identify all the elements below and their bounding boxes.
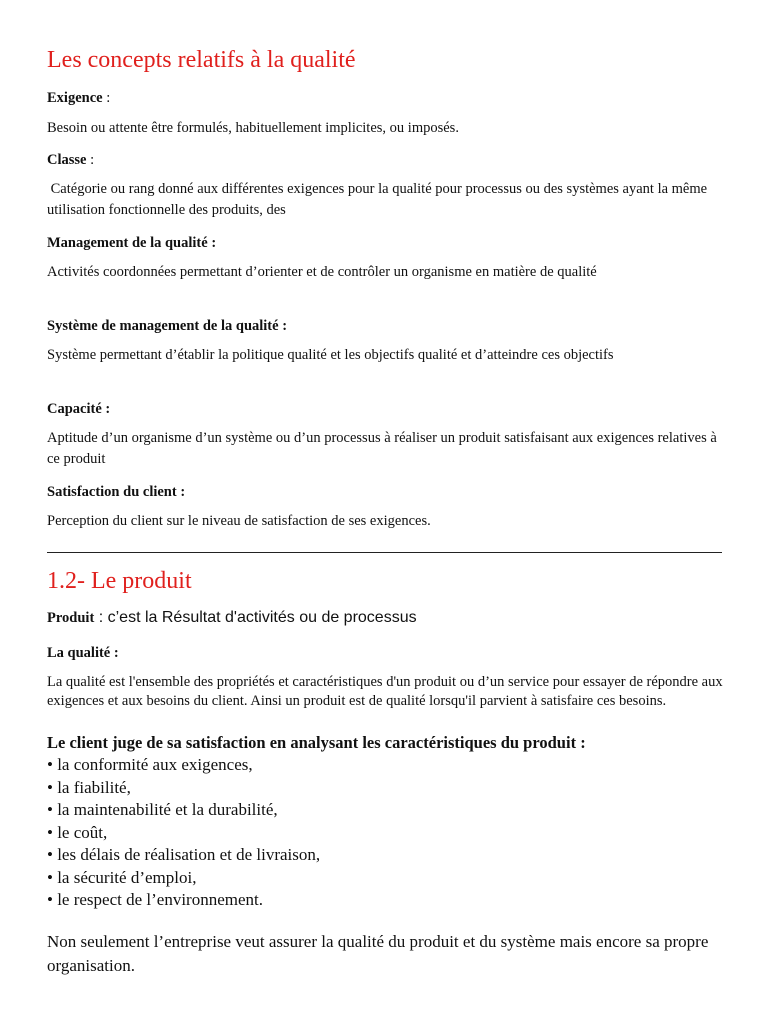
definition-management-qualite: Activités coordonnées permettant d’orienter et de contrôler un organisme en matière de qualité xyxy=(47,264,597,280)
definition-satisfaction-client: Perception du client sur le niveau de satisfaction de ses exigences. xyxy=(47,513,431,529)
term-la-qualite xyxy=(47,643,119,663)
list-item: • la maintenabilité et la durabilité, xyxy=(47,800,278,819)
definition-classe: Catégorie ou rang donné aux différentes exigences pour la qualité pour processus ou des systèmes ayant la même utilisation fonctionnelle des produits, des xyxy=(47,181,711,218)
produit-definition xyxy=(47,607,417,629)
term-separator: : xyxy=(102,90,111,106)
term-label: Exigence xyxy=(47,90,103,106)
section-title: Les concepts relatifs à la qualité xyxy=(47,47,356,73)
definition-exigence: Besoin ou attente être formulés, habituellement implicites, ou imposés. xyxy=(47,120,459,136)
term-exigence xyxy=(47,88,110,108)
list-item: • le respect de l’environnement. xyxy=(47,890,264,909)
list-item: • la fiabilité, xyxy=(47,777,131,797)
produit-text: : c’est la Résultat d'activités ou de processus xyxy=(94,609,417,626)
term-classe xyxy=(47,150,94,170)
list-item: • la sécurité d’emploi, xyxy=(47,867,197,887)
list-item: • les délais de réalisation et de livraison, xyxy=(47,845,321,864)
closing-paragraph: Non seulement l’entreprise veut assurer la qualité du produit et du système mais encore sa propre organisation. xyxy=(47,932,709,975)
horizontal-divider xyxy=(47,552,722,553)
term-systeme-management xyxy=(47,316,287,336)
term-management-qualite xyxy=(47,233,216,253)
characteristics-list xyxy=(47,754,320,912)
definition-capacite: Aptitude d’un organisme d’un système ou d’un processus à réaliser un produit satisfaisant aux exigences relatives à ce produit xyxy=(47,430,717,467)
term-label: La qualité : xyxy=(47,645,119,661)
term-capacite xyxy=(47,399,110,419)
term-label: Capacité : xyxy=(47,401,111,417)
term-satisfaction-client xyxy=(47,482,185,502)
definition-systeme-management: Système permettant d’établir la politique qualité et les objectifs qualité et d’atteindre ces objectifs xyxy=(47,347,614,363)
client-heading: Le client juge de sa satisfaction en analysant les caractéristiques du produit : xyxy=(47,733,586,752)
term-label: Système de management de la qualité : xyxy=(47,318,288,334)
list-item: • la conformité aux exigences, xyxy=(47,755,253,774)
section-title-produit: 1.2- Le produit xyxy=(47,568,192,594)
term-label: Produit xyxy=(47,610,95,626)
term-label: Management de la qualité : xyxy=(47,235,217,251)
list-item: • le coût, xyxy=(47,822,108,842)
term-label: Satisfaction du client : xyxy=(47,484,186,500)
term-separator: : xyxy=(86,152,95,168)
qualite-paragraph: La qualité est l'ensemble des propriétés et caractéristiques d'un produit ou d’un service pour essayer de répondre aux exigences et aux besoins du client. Ainsi un produit est de qualité lorsqu'il parvient à satisfaire ces besoins. xyxy=(47,674,723,709)
term-label: Classe xyxy=(47,152,87,168)
